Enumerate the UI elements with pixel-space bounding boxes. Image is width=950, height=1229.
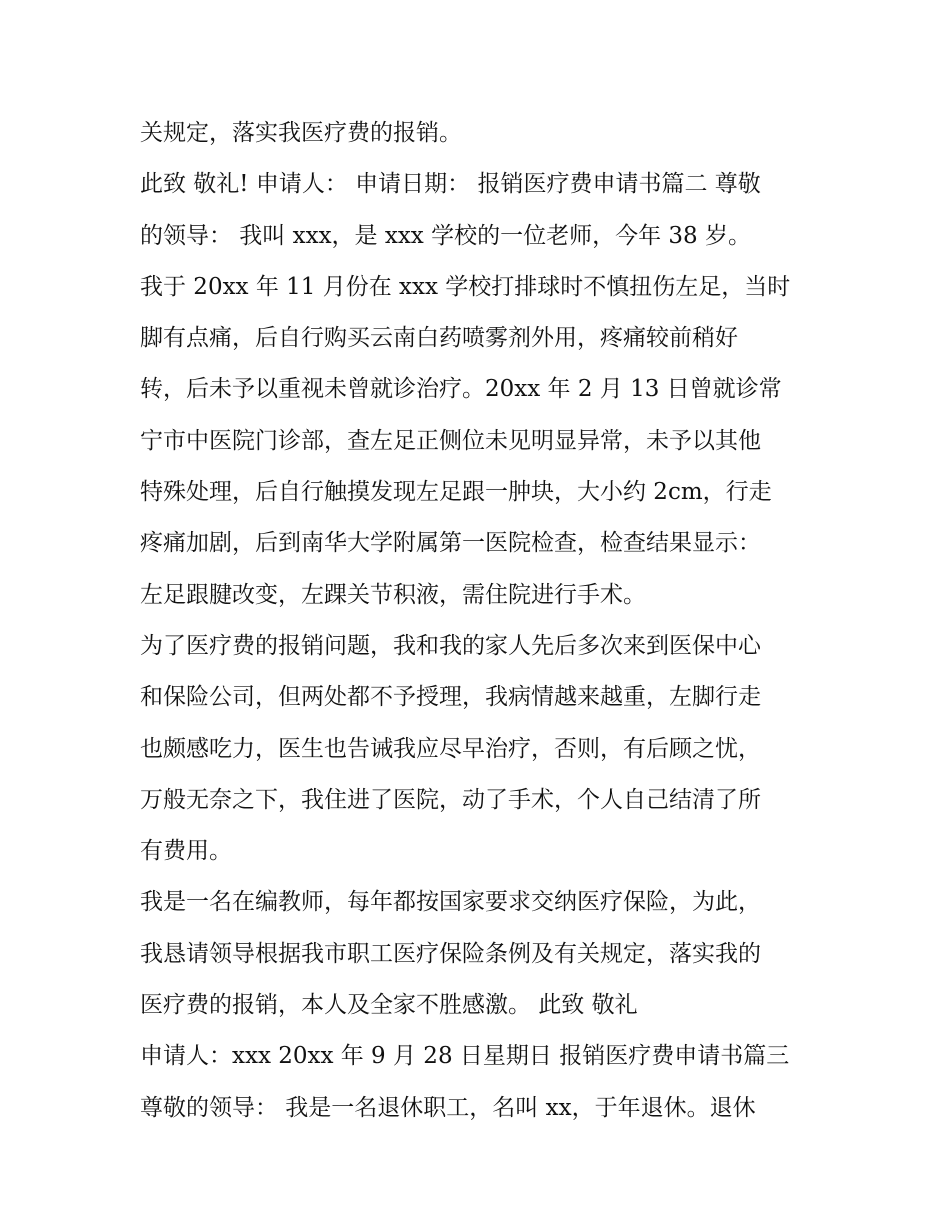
text-line: 我恳请领导根据我市职工医疗保险条例及有关规定，落实我的 (140, 940, 761, 967)
text-line: 申请人：xxx 20xx 年 9 月 28 日星期日 报销医疗费申请书篇三 (140, 1043, 790, 1070)
text-line: 万般无奈之下，我住进了医院，动了手术，个人自己结清了所 (140, 786, 761, 813)
text-line: 脚有点痛，后自行购买云南白药喷雾剂外用，疼痛较前稍好 (140, 325, 738, 352)
text-line: 医疗费的报销，本人及全家不胜感激。 此致 敬礼 (140, 992, 638, 1019)
text-line: 为了医疗费的报销问题，我和我的家人先后多次来到医保中心 (140, 632, 761, 659)
text-line: 的领导： 我叫 xxx，是 xxx 学校的一位老师，今年 38 岁。 (140, 222, 751, 249)
text-line: 转，后未予以重视未曾就诊治疗。20xx 年 2 月 13 日曾就诊常 (140, 376, 782, 403)
text-line: 也颇感吃力，医生也告诫我应尽早治疗，否则，有后顾之忧， (140, 735, 761, 762)
text-line: 宁市中医院门诊部，查左足正侧位未见明显异常，未予以其他 (140, 427, 761, 454)
text-line: 左足跟腱改变，左踝关节积液，需住院进行手术。 (140, 581, 646, 608)
text-line: 疼痛加剧，后到南华大学附属第一医院检查，检查结果显示： (140, 530, 761, 557)
text-line: 我于 20xx 年 11 月份在 xxx 学校打排球时不慎扭伤左足，当时 (140, 273, 791, 300)
text-line: 有费用。 (140, 838, 232, 865)
text-line: 和保险公司，但两处都不予授理，我病情越来越重，左脚行走 (140, 684, 761, 711)
text-line: 此致 敬礼! 申请人： 申请日期： 报销医疗费申请书篇二 尊敬 (140, 171, 761, 198)
text-line: 特殊处理，后自行触摸发现左足跟一肿块，大小约 2cm，行走 (140, 479, 772, 506)
document-body (140, 108, 820, 1134)
text-line: 尊敬的领导： 我是一名退休职工，名叫 xx，于年退休。退休 (140, 1094, 756, 1121)
text-line: 我是一名在编教师，每年都按国家要求交纳医疗保险，为此， (140, 889, 761, 916)
text-line: 关规定，落实我医疗费的报销。 (140, 120, 462, 146)
